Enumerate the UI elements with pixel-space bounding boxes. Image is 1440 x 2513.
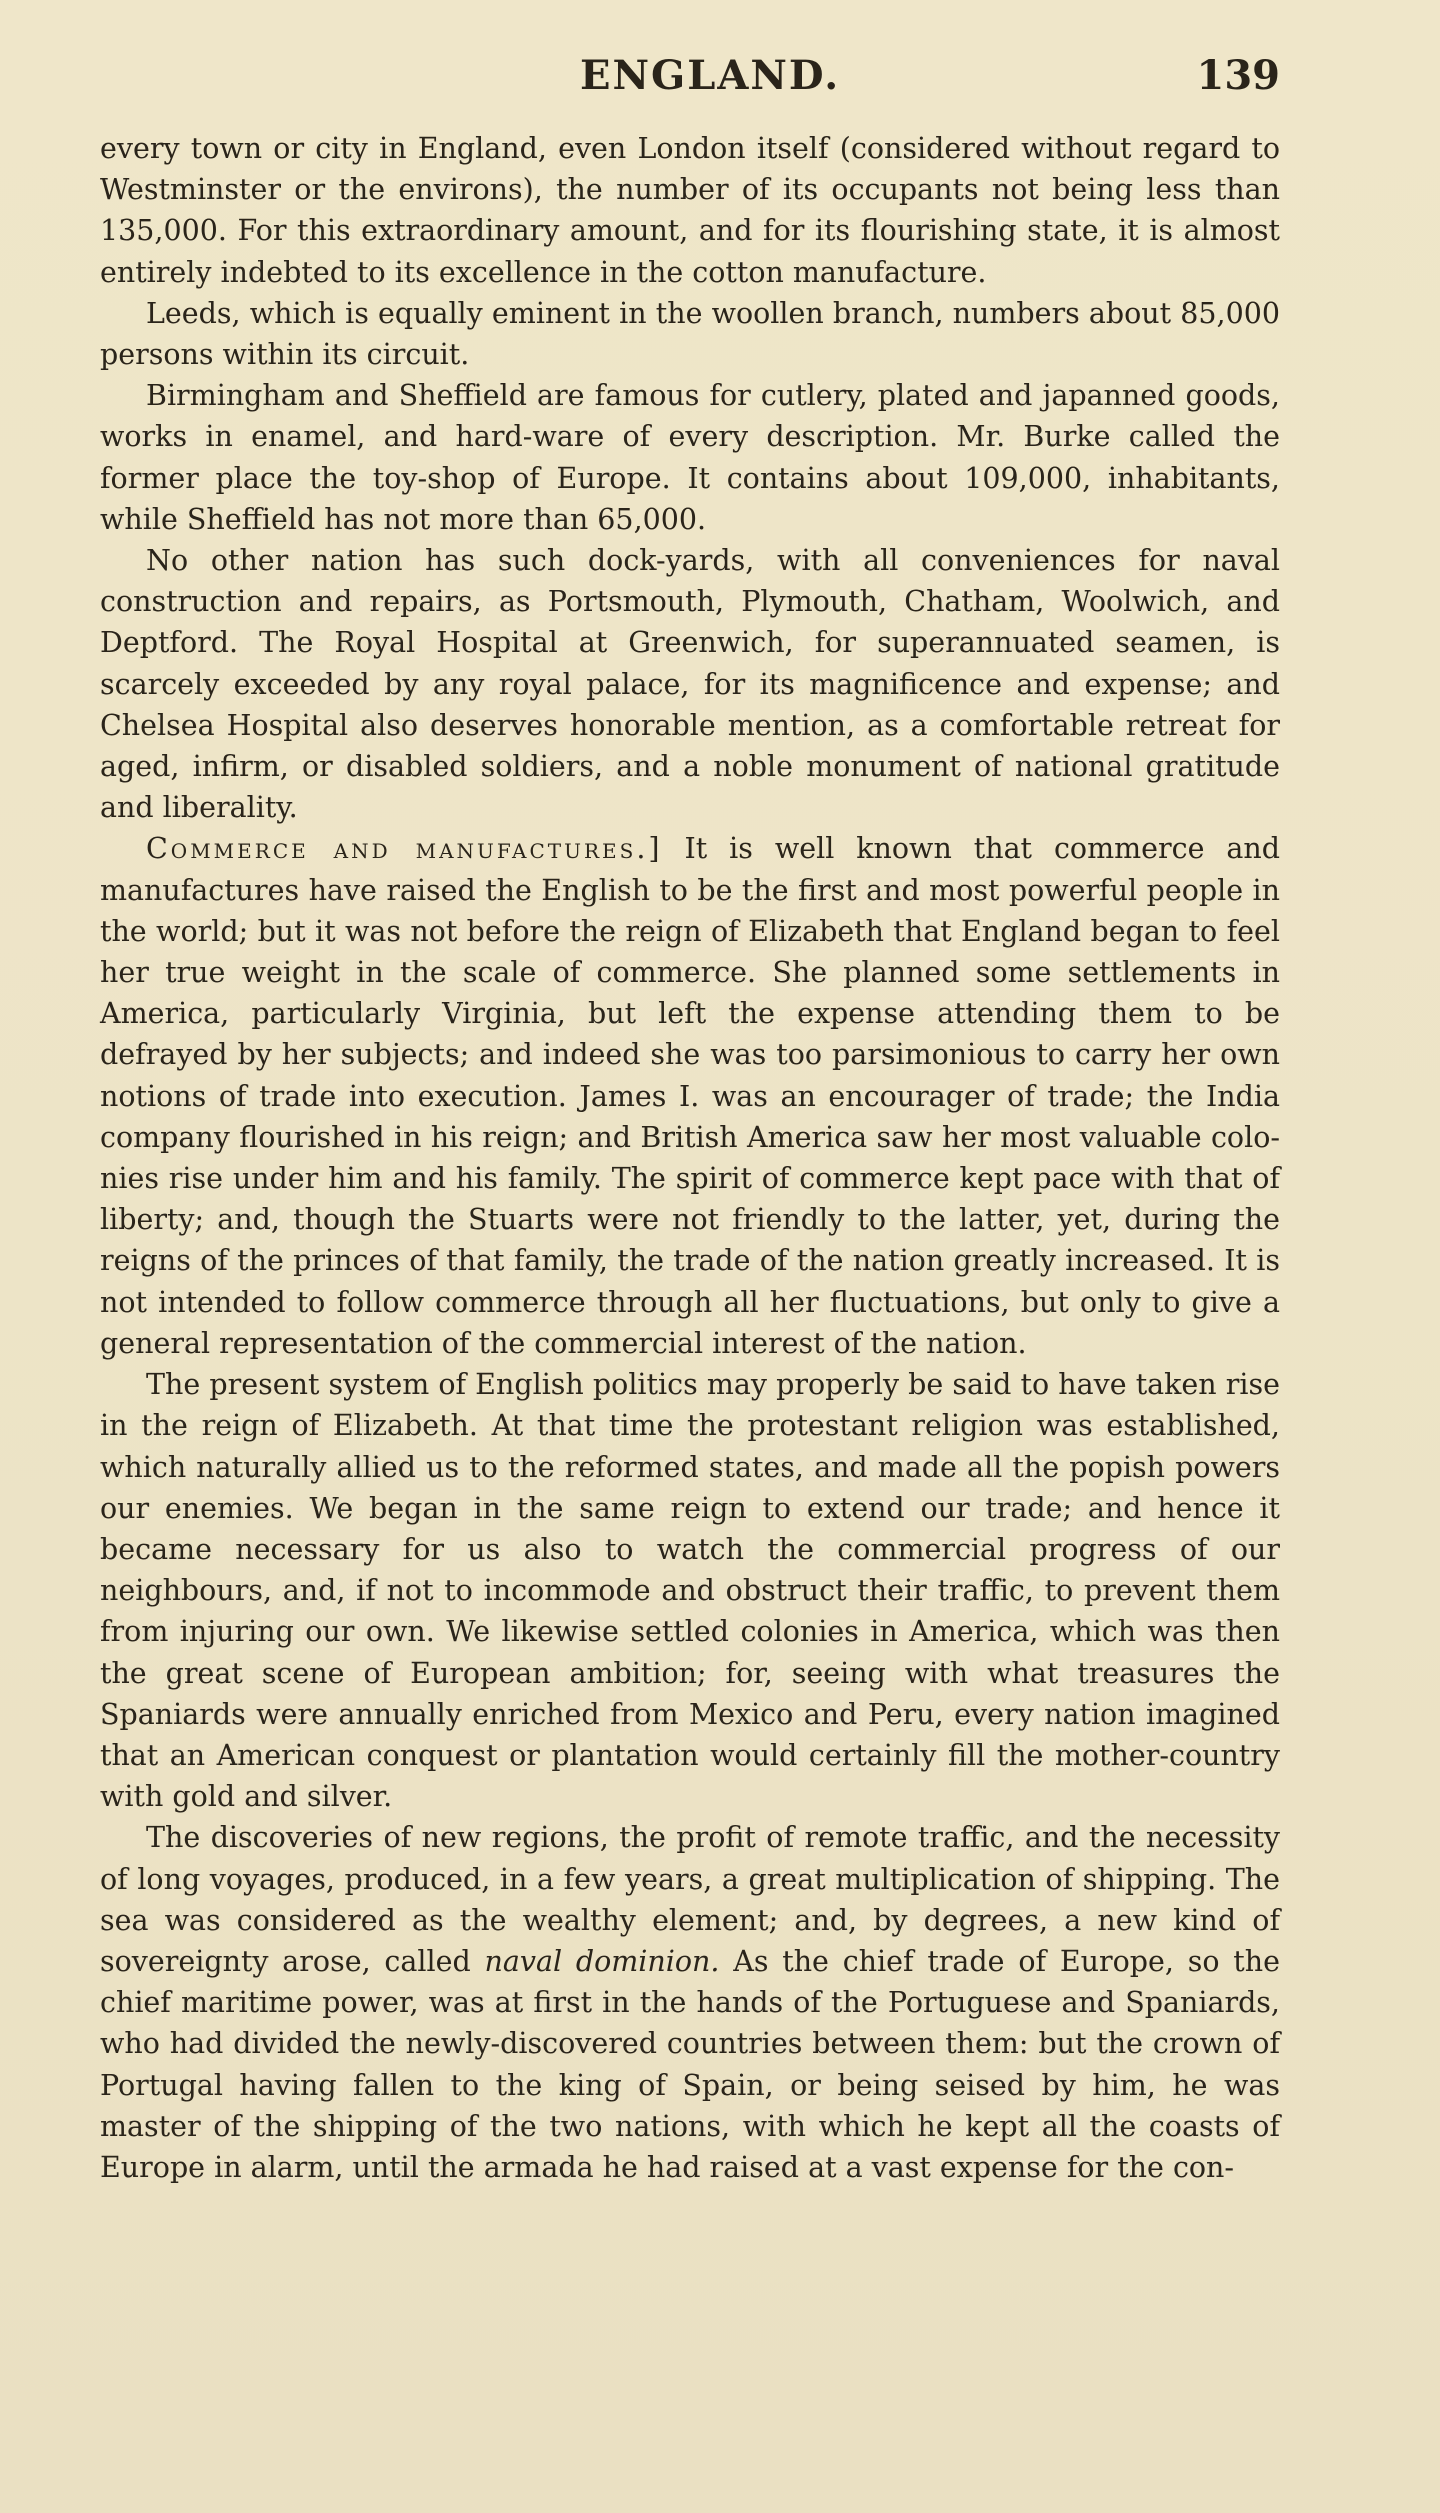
- running-title: ENGLAND.: [580, 52, 841, 99]
- paragraph-commerce-text: It is well known that commerce and manufactures have raised the English to be the first and most powerful people in the world; but it was not before the reign of Elizabeth that England began to feel her true weight in the scale of commerce. She planned some settlements in America, particularly Virginia, but left the expense attending them to be defrayed by her subjects; and indeed she was too parsimonious to carry her own notions of trade into execution. James I. was an encourager of trade; the India company flourished in his reign; and British America saw her most valuable colonies rise under him and his family. The spirit of commerce kept pace with that of liberty; and, though the Stuarts were not friendly to the latter, yet, during the reigns of the princes of that family, the trade of the nation greatly increased. It is not intended to follow commerce through all her fluctuations, but only to give a general representation of the commercial interest of the nation.: [100, 832, 1280, 1360]
- paragraph-birmingham-sheffield: Birmingham and Sheffield are famous for cutlery, plated and japanned goods, works in enamel, and hard-ware of every description. Mr. Burke called the former place the toy-shop of Europe. It contains about 109,000, inhabitants, while Sheffield has not more than 65,000.: [100, 379, 1280, 536]
- paragraph-naval-dominion: [100, 1817, 1280, 2188]
- body-text: [100, 128, 1280, 2188]
- section-heading-commerce: Commerce and manufactures.]: [146, 832, 663, 866]
- paragraph-naval-text-after: As the chief trade of Europe, so the chief maritime power, was at first in the hands of the Portuguese and Spaniards, who had divided the newly-discovered countries between them: but the crown of Portugal having fallen to the king of Spain, or being seised by him, he was master of the shipping of the two nations, with which he kept all the coasts of Europe in alarm, until the armada he had raised at a vast expense for the con-: [100, 1944, 1280, 2184]
- page-number: 139: [1196, 52, 1280, 99]
- paragraph-town-population: every town or city in England, even London itself (considered without regard to Westminster or the environs), the number of its occupants not being less than 135,000. For this extraordinary amount, and for its flourishing state, it is almost entirely indebted to its excellence in the cotton manufacture.: [100, 132, 1280, 289]
- page-header: [100, 52, 1280, 112]
- paragraph-dock-yards: No other nation has such dock-yards, with all conveniences for naval construction and repairs, as Portsmouth, Plymouth, Chatham, Woolwich, and Deptford. The Royal Hospital at Greenwich, for superannuated seamen, is scarcely exceeded by any royal palace, for its magnificence and expense; and Chelsea Hospital also deserves honorable mention, as a comfortable retreat for aged, infirm, or disabled soldiers, and a noble monument of national gratitude and liberality.: [100, 544, 1280, 825]
- paragraph-naval-text-before: The discoveries of new regions, the profit of remote traffic, and the necessity of long voyages, produced, in a few years, a great multiplication of shipping. The sea was considered as the wealthy element; and, by degrees, a new kind of sovereignty arose, called: [100, 1821, 1280, 1978]
- paragraph-politics: The present system of English politics may properly be said to have taken rise in the reign of Elizabeth. At that time the protestant religion was established, which naturally allied us to the reformed states, and made all the popish powers our enemies. We began in the same reign to extend our trade; and hence it became necessary for us also to watch the commercial progress of our neighbours, and, if not to incommode and obstruct their traffic, to prevent them from injuring our own. We likewise settled colonies in America, which was then the great scene of European ambition; for, seeing with what treasures the Spaniards were annually enriched from Mexico and Peru, every nation imagined that an American conquest or plantation would certainly fill the mother-country with gold and silver.: [100, 1368, 1280, 1814]
- paragraph-leeds: Leeds, which is equally eminent in the woollen branch, numbers about 85,000 persons within its circuit.: [100, 296, 1280, 372]
- naval-dominion-term: naval dominion.: [484, 1944, 720, 1978]
- paragraph-commerce: [100, 828, 1280, 1364]
